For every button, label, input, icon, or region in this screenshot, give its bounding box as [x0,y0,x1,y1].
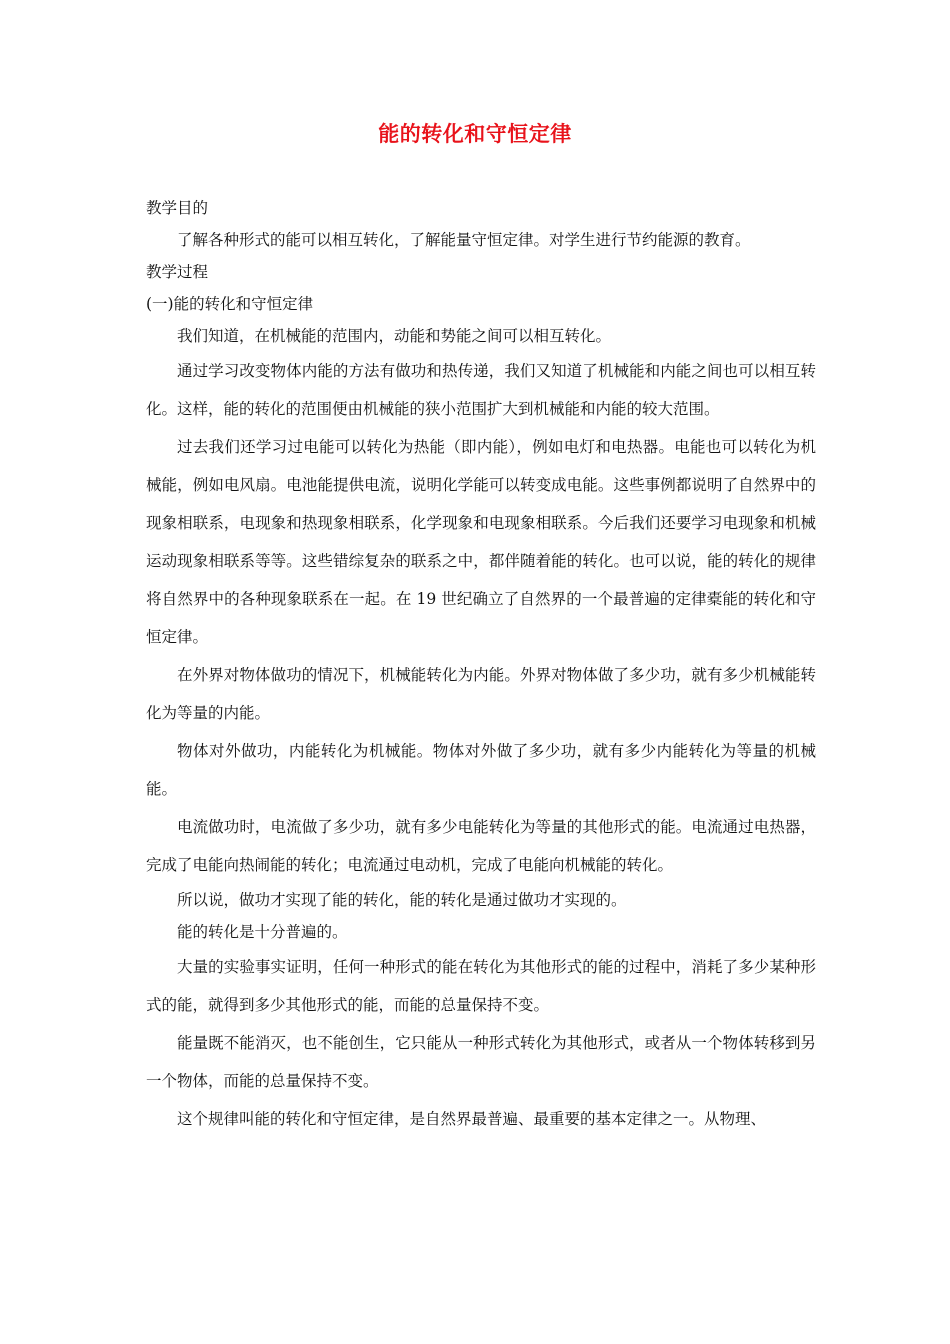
paragraph: 物体对外做功，内能转化为机械能。物体对外做了多少功，就有多少内能转化为等量的机械能。 [146,742,816,798]
document-body [146,192,816,1138]
section-heading-objectives: 教学目的 [146,199,209,217]
document-title: 能的转化和守恒定律 [378,122,572,146]
paragraph: 在外界对物体做功的情况下，机械能转化为内能。外界对物体做了多少功，就有多少机械能转化为等量的内能。 [146,666,816,722]
paragraph: 能的转化是十分普遍的。 [177,923,348,941]
section-heading-process: 教学过程 [146,263,209,281]
paragraph-objectives: 了解各种形式的能可以相互转化，了解能量守恒定律。对学生进行节约能源的教育。 [177,231,751,249]
paragraph: 通过学习改变物体内能的方法有做功和热传递，我们又知道了机械能和内能之间也可以相互转化。这样，能的转化的范围便由机械能的狭小范围扩大到机械能和内能的较大范围。 [146,362,816,418]
paragraph: 大量的实验事实证明，任何一种形式的能在转化为其他形式的能的过程中，消耗了多少某种形式的能，就得到多少其他形式的能，而能的总量保持不变。 [146,958,816,1014]
paragraph: 所以说，做功才实现了能的转化，能的转化是通过做功才实现的。 [177,891,627,909]
paragraph: 能量既不能消灭，也不能创生，它只能从一种形式转化为其他形式，或者从一个物体转移到另一个物体，而能的总量保持不变。 [146,1034,816,1090]
subsection-heading: (一)能的转化和守恒定律 [146,295,314,313]
paragraph: 这个规律叫能的转化和守恒定律，是自然界最普遍、最重要的基本定律之一。从物理、 [177,1110,767,1128]
paragraph: 我们知道，在机械能的范围内，动能和势能之间可以相互转化。 [177,327,612,345]
paragraph: 过去我们还学习过电能可以转化为热能（即内能），例如电灯和电热器。电能也可以转化为机械能，例如电风扇。电池能提供电流，说明化学能可以转变成电能。这些事例都说明了自然界中的现象相联系，电现象和热现象相联系，化学现象和电现象相联系。今后我们还要学习电现象和机械运动现象相联系等等。这些错综复杂的联系之中，都伴随着能的转化。也可以说，能的转化的规律将自然界中的各种现象联系在一起。在 19 世纪确立了自然界的一个最普遍的定律橐能的转化和守恒定律。 [146,438,816,646]
paragraph: 电流做功时，电流做了多少功，就有多少电能转化为等量的其他形式的能。电流通过电热器，完成了电能向热闹能的转化；电流通过电动机，完成了电能向机械能的转化。 [146,818,816,874]
